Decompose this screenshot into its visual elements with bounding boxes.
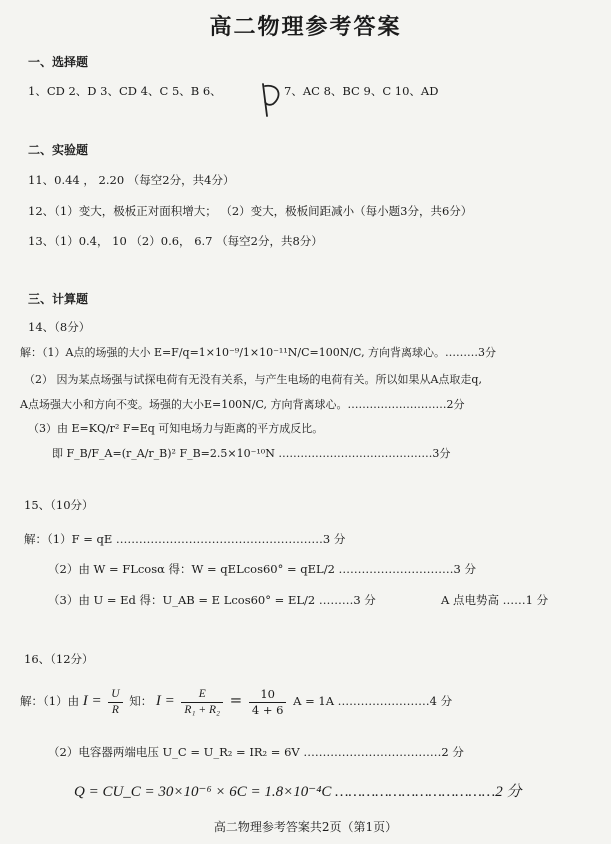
section-3-heading: 三、计算题 [28, 292, 89, 306]
fraction-e-over-r: $\frac{E}{\text{R₁ + R₂}}$ [181, 687, 223, 718]
q16-line-1: 解：（1）由 I = $\frac{U}{R}$ 知： I = $\frac{E}{\text{R₁ + R₂}}$ = $\frac{10}{4 + 6}$ A = 1A ……………………4 分 [20, 686, 453, 717]
q16-line-2: （2）电容器两端电压 U_C = U_R₂ = IR₂ = 6V ………………………………2 分 [48, 745, 464, 759]
section-1-heading: 一、选择题 [28, 55, 89, 69]
q16-l1-known: 知： [129, 694, 153, 708]
q15-line-3b: A 点电势高 ……1 分 [441, 593, 549, 607]
page-title: 高二物理参考答案 [209, 14, 402, 40]
choice-answers-rest: 7、AC 8、BC 9、C 10、AD [284, 84, 439, 98]
q11-answer: 11、0.44 ， 2.20 （每空2分，共4分） [28, 173, 235, 187]
q12-answer: 12、（1）变大，极板正对面积增大； （2）变大，极板间距减小（每小题3分，共6分） [28, 204, 473, 218]
q14-line-4: （3）由 E=KQ/r² F=Eq 可知电场力与距离的平方成反比。 [28, 422, 324, 435]
q14-line-2: （2） 因为某点场强与试探电荷有无没有关系，与产生电场的电荷有关。所以如果从A点取走q, [24, 373, 482, 386]
fraction-u-over-r: $\frac{U}{R}$ [108, 687, 122, 718]
fraction-10-over-10: $\frac{10}{4 + 6}$ [249, 687, 287, 718]
handwritten-answer-6 [259, 80, 283, 124]
q15-header: 15、（10分） [24, 498, 94, 512]
q16-l1-tail: A = 1A ……………………4 分 [293, 694, 453, 708]
q15-line-2: （2）由 W = FLcosα 得：W = qELcos60° = qEL/2 …………………………3 分 [48, 562, 477, 576]
q14-line-1: 解：（1）A点的场强的大小 E=F/q=1×10⁻⁹/1×10⁻¹¹N/C=100N/C, 方向背离球心。………3分 [20, 346, 497, 359]
page-footer: 高二物理参考答案共2页（第1页） [213, 820, 398, 834]
q14-line-3: A点场强大小和方向不变。场强的大小E=100N/C, 方向背离球心。………………………2分 [20, 398, 465, 411]
q14-line-5: 即 F_B/F_A=(r_A/r_B)² F_B=2.5×10⁻¹⁰N ……………………………………3分 [52, 447, 451, 460]
q15-line-1: 解：（1）F = qE ………………………………………………3 分 [24, 532, 346, 546]
q16-l1-pre: 解：（1）由 [20, 694, 80, 708]
q13-answer: 13、（1）0.4， 10 （2）0.6， 6.7 （每空2分，共8分） [28, 234, 323, 248]
choice-answers: 1、CD 2、D 3、CD 4、C 5、B 6、 [28, 84, 222, 98]
section-2-heading: 二、实验题 [28, 143, 89, 157]
q14-header: 14、（8分） [28, 320, 91, 334]
q16-line-3: Q = CU_C = 30×10⁻⁶ × 6C = 1.8×10⁻⁴C ………………………………2 分 [74, 784, 522, 800]
q16-header: 16、（12分） [24, 652, 94, 666]
q15-line-3: （3）由 U = Ed 得：U_AB = E Lcos60° = EL/2 ………3 分 [48, 593, 376, 607]
